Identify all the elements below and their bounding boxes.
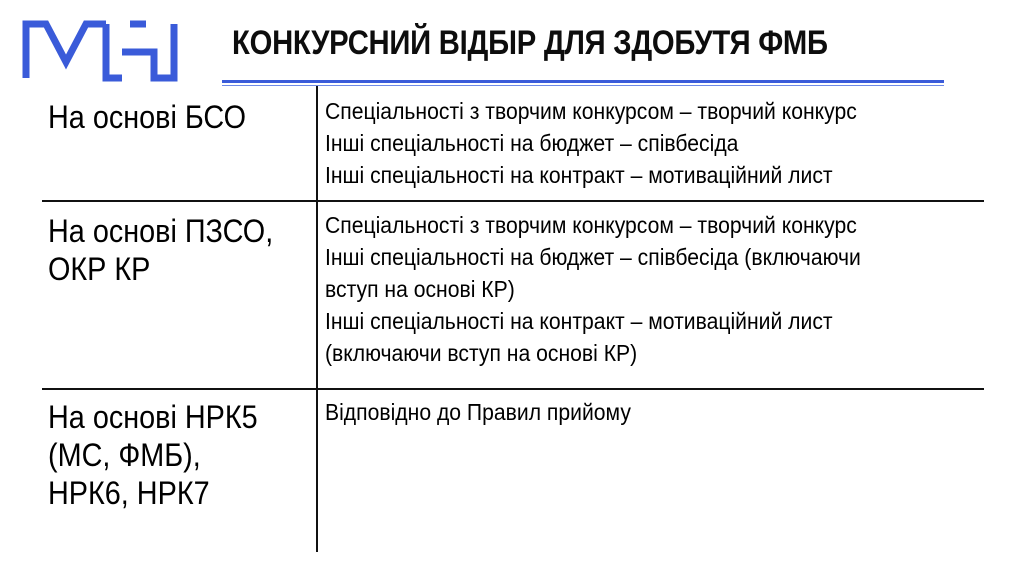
row-label-line: На основі ПЗСО,: [48, 213, 274, 249]
row-content-line: Відповідно до Правил прийому: [325, 399, 631, 425]
row-content-line: Інші спеціальності на бюджет – співбесіда: [325, 130, 739, 156]
page-title: КОНКУРСНИЙ ВІДБІР ДЛЯ ЗДОБУТЯ ФМБ: [232, 24, 828, 62]
table-column-divider: [316, 86, 318, 552]
row-content-line: Спеціальності з творчим конкурсом – творчий конкурс: [325, 98, 857, 124]
title-underline-thin: [222, 85, 944, 86]
row-content-line: Інші спеціальності на контракт – мотиваційний лист: [325, 308, 833, 334]
table-row-label: [48, 212, 273, 288]
table-row-content: [325, 396, 631, 428]
row-content-line: (включаючи вступ на основі КР): [325, 340, 638, 366]
table-row-divider: [42, 200, 984, 202]
row-label-line: На основі НРК5: [48, 399, 258, 435]
row-content-line: вступ на основі КР): [325, 276, 515, 302]
row-content-line: Спеціальності з творчим конкурсом – творчий конкурс: [325, 212, 857, 238]
title-underline: [222, 80, 944, 83]
row-label-line: На основі БСО: [48, 99, 246, 135]
table-row-label: [48, 98, 246, 136]
row-content-line: Інші спеціальності на бюджет – співбесіда (включаючи: [325, 244, 861, 270]
mh-logo-icon: [22, 16, 182, 86]
table-row-divider: [42, 388, 984, 390]
table-row-label: [48, 398, 258, 512]
row-label-line: НРК6, НРК7: [48, 475, 210, 511]
table-row-content: [325, 209, 861, 369]
row-label-line: ОКР КР: [48, 251, 151, 287]
row-content-line: Інші спеціальності на контракт – мотиваційний лист: [325, 162, 833, 188]
row-label-line: (МС, ФМБ),: [48, 437, 201, 473]
table-row-content: [325, 95, 857, 191]
